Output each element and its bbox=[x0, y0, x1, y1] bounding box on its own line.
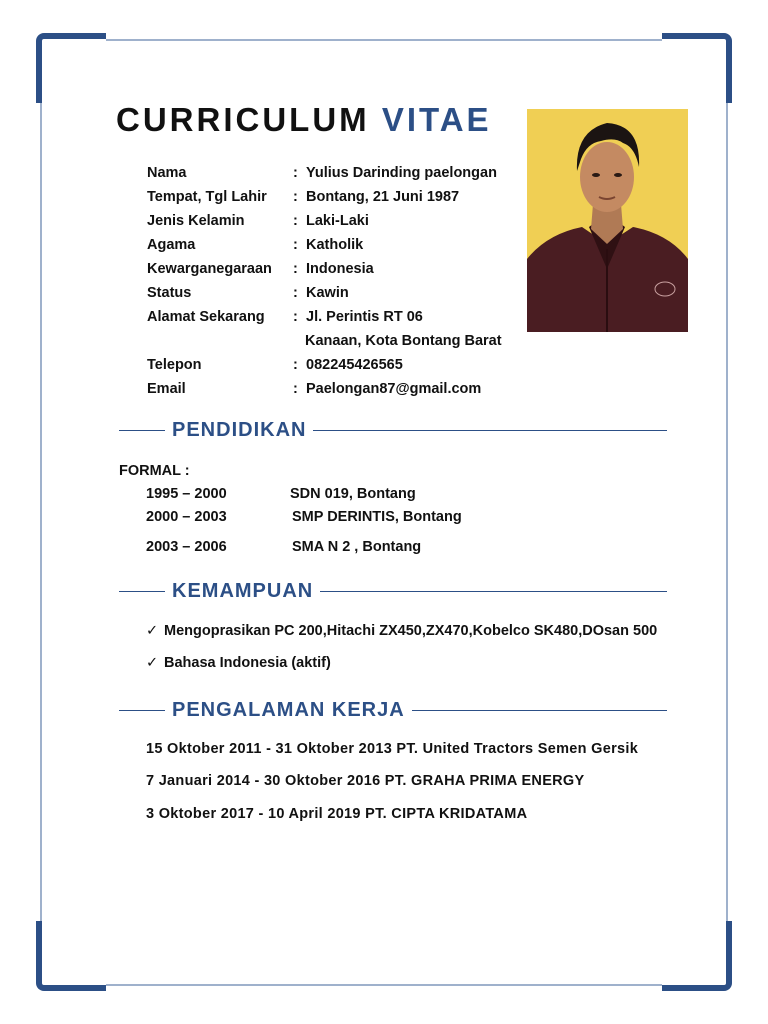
info-label: Agama bbox=[147, 237, 196, 253]
person-portrait-image bbox=[527, 109, 688, 332]
info-colon: : bbox=[293, 309, 298, 325]
work-experience-item: 3 Oktober 2017 - 10 April 2019 PT. CIPTA KRIDATAMA bbox=[146, 806, 528, 822]
skill-item bbox=[146, 623, 657, 639]
skill-text: Bahasa Indonesia (aktif) bbox=[164, 655, 331, 671]
info-row-nama bbox=[147, 161, 502, 185]
info-row-agama bbox=[147, 233, 502, 257]
checkmark-icon: ✓ bbox=[146, 623, 159, 639]
info-row-kewarganegaraan bbox=[147, 257, 502, 281]
info-label: Kewarganegaraan bbox=[147, 261, 272, 277]
info-label: Jenis Kelamin bbox=[147, 213, 245, 229]
education-years: 2003 – 2006 bbox=[146, 539, 227, 555]
info-value: Indonesia bbox=[306, 261, 374, 277]
document-title bbox=[116, 101, 492, 139]
education-years: 2000 – 2003 bbox=[146, 509, 227, 525]
section-heading-kemampuan bbox=[119, 580, 667, 603]
frame-left-line bbox=[40, 103, 42, 921]
info-value: Jl. Perintis RT 06 bbox=[306, 309, 423, 325]
info-colon: : bbox=[293, 261, 298, 277]
info-label: Nama bbox=[147, 165, 187, 181]
skill-text: Mengoprasikan PC 200,Hitachi ZX450,ZX470,Kobelco SK480,DOsan 500 bbox=[164, 623, 658, 639]
frame-top-line bbox=[106, 39, 662, 41]
info-row-jenis-kelamin bbox=[147, 209, 502, 233]
info-value: Kanaan, Kota Bontang Barat bbox=[305, 333, 502, 349]
frame-corner-top-right bbox=[662, 33, 732, 103]
frame-corner-bottom-right bbox=[662, 921, 732, 991]
title-word-curriculum: CURRICULUM bbox=[116, 101, 370, 138]
info-row-alamat bbox=[147, 305, 502, 329]
section-heading-pengalaman-kerja bbox=[119, 699, 667, 722]
info-row-alamat-continued bbox=[147, 329, 502, 353]
frame-bottom-line bbox=[106, 984, 662, 986]
section-heading-pendidikan bbox=[119, 419, 667, 442]
info-colon: : bbox=[293, 285, 298, 301]
frame-corner-bottom-left bbox=[36, 921, 106, 991]
heading-line-right bbox=[412, 710, 667, 711]
info-value: Paelongan87@gmail.com bbox=[306, 381, 482, 397]
info-row-telepon bbox=[147, 353, 502, 377]
frame-right-line bbox=[726, 103, 728, 921]
section-title: KEMAMPUAN bbox=[172, 580, 314, 602]
info-value: Katholik bbox=[306, 237, 364, 253]
profile-photo bbox=[527, 109, 688, 332]
skill-item bbox=[146, 655, 331, 671]
info-colon: : bbox=[293, 213, 298, 229]
education-years: 1995 – 2000 bbox=[146, 486, 227, 502]
heading-line-right bbox=[313, 430, 667, 431]
work-experience-item: 7 Januari 2014 - 30 Oktober 2016 PT. GRAHA PRIMA ENERGY bbox=[146, 773, 585, 789]
work-experience-item: 15 Oktober 2011 - 31 Oktober 2013 PT. United Tractors Semen Gersik bbox=[146, 741, 639, 757]
heading-line-left bbox=[119, 430, 165, 431]
info-label: Tempat, Tgl Lahir bbox=[147, 189, 267, 205]
education-school: SDN 019, Bontang bbox=[290, 486, 416, 502]
info-row-status bbox=[147, 281, 502, 305]
info-value: Kawin bbox=[306, 285, 349, 301]
info-colon: : bbox=[293, 381, 298, 397]
info-value: Bontang, 21 Juni 1987 bbox=[306, 189, 460, 205]
info-colon: : bbox=[293, 189, 298, 205]
section-title: PENGALAMAN KERJA bbox=[172, 699, 405, 721]
education-school: SMP DERINTIS, Bontang bbox=[292, 509, 462, 525]
info-colon: : bbox=[293, 165, 298, 181]
info-value: Laki-Laki bbox=[306, 213, 369, 229]
info-value: 082245426565 bbox=[306, 357, 403, 373]
info-colon: : bbox=[293, 237, 298, 253]
info-label: Telepon bbox=[147, 357, 202, 373]
heading-line-left bbox=[119, 591, 165, 592]
heading-line-right bbox=[320, 591, 667, 592]
frame-corner-top-left bbox=[36, 33, 106, 103]
heading-line-left bbox=[119, 710, 165, 711]
info-row-tempat-tgl-lahir bbox=[147, 185, 502, 209]
info-label: Email bbox=[147, 381, 186, 397]
education-school: SMA N 2 , Bontang bbox=[292, 539, 422, 555]
info-colon: : bbox=[293, 357, 298, 373]
section-title: PENDIDIKAN bbox=[172, 419, 307, 441]
info-row-email bbox=[147, 377, 502, 401]
info-value: Yulius Darinding paelongan bbox=[306, 165, 497, 181]
info-label: Status bbox=[147, 285, 192, 301]
info-label: Alamat Sekarang bbox=[147, 309, 265, 325]
personal-info bbox=[147, 161, 502, 401]
title-word-vitae: VITAE bbox=[381, 101, 492, 138]
formal-label: FORMAL : bbox=[119, 463, 190, 479]
checkmark-icon: ✓ bbox=[146, 655, 159, 671]
